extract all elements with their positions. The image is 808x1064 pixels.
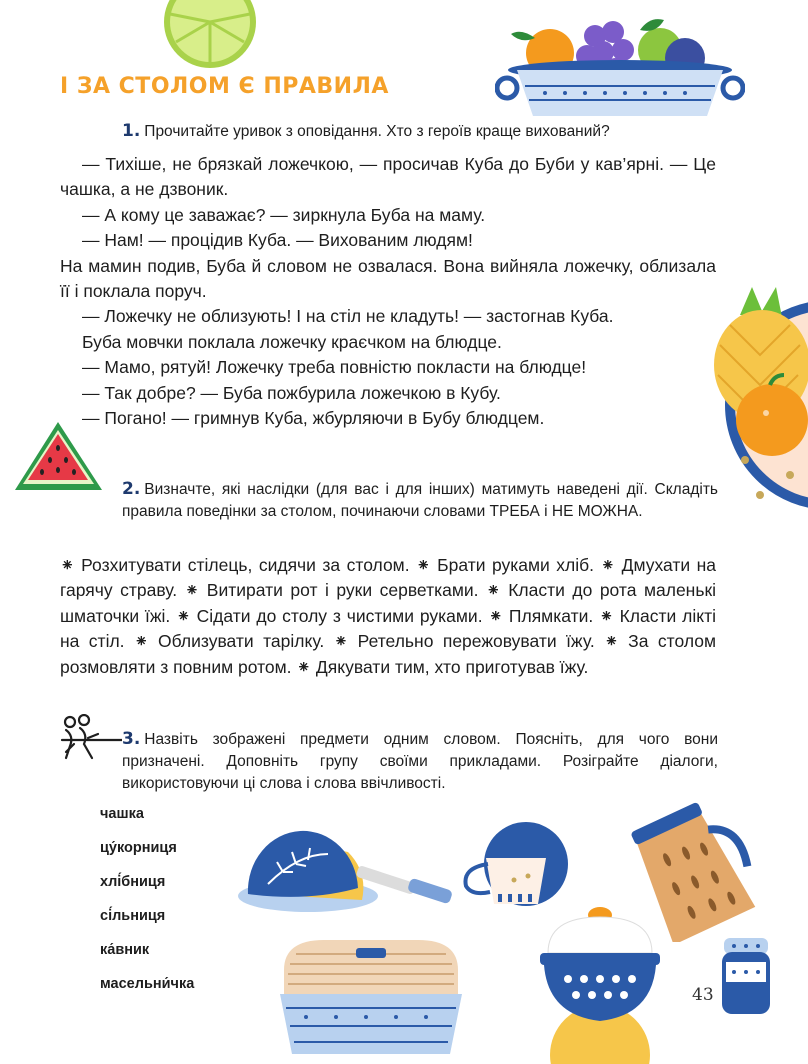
- story-line: — Мамо, рятуй! Ложечку треба повністю покласти на блюдце!: [82, 357, 587, 378]
- actions-list: ⁕ Розхитувати стілець, сидячи за столом. ⁕ Брати руками хліб. ⁕ Дмухати на гарячу страву. ⁕ Витирати рот і руки серветками. ⁕ Класти до рота маленькі шматочки їжі. ⁕ Сідати до столу з чистими руками. ⁕ Плямкати. ⁕ Класти лікті на стіл. ⁕ Облизувати тарілку. ⁕ Ретельно пережовувати їжу. ⁕ За столом розмовляти з повним ротом. ⁕ Дякувати тим, хто приготував їжу.: [60, 555, 716, 677]
- word-item: цу́корниця: [100, 840, 177, 856]
- salt-shaker-illustration: [718, 938, 774, 1018]
- butter-dish-illustration: [238, 824, 458, 924]
- page-title: І ЗА СТОЛОМ Є ПРАВИЛА: [60, 74, 389, 99]
- word-item: сі́льниця: [100, 908, 166, 924]
- pair-work-icon: [60, 714, 122, 762]
- story-line: — Нам! — процідив Куба. — Вихованим людям!: [82, 230, 473, 251]
- story-line: На мамин подив, Буба й словом не озвалася. Вона вийняла ложечку, облизала її і поклала поруч.: [60, 255, 716, 302]
- word-item: хлі́бниця: [100, 874, 166, 890]
- word-item: масельни́чка: [100, 976, 195, 992]
- task-2-text: Визначте, які наслідки (для вас і для інших) матимуть наведені дії. Складіть правила поведінки за столом, починаючи словами ТРЕБА і НЕ МОЖНА.: [122, 481, 718, 520]
- story-line: — Так добре? — Буба пожбурила ложечкою в Кубу.: [82, 382, 501, 403]
- task-2-number: 2.: [122, 479, 141, 499]
- fruit-bowl-illustration: [495, 8, 745, 123]
- bread-box-illustration: [276, 930, 466, 1064]
- tableware-word-list: [100, 806, 194, 1010]
- story-excerpt: [60, 152, 716, 431]
- task-1-number: 1.: [122, 121, 141, 141]
- story-line: — Погано! — гримнув Куба, жбурляючи в Бубу блюдцем.: [82, 408, 545, 429]
- task-2-prompt: [122, 478, 718, 523]
- story-line: — Тихіше, не брязкай ложечкою, — просичав Куба до Буби у кав’ярні. — Це чашка, а не дзвоник.: [60, 154, 716, 200]
- task-3-number: 3.: [122, 729, 141, 749]
- task-1-prompt: [122, 120, 742, 143]
- word-item: ка́вник: [100, 942, 150, 958]
- task-3-text: Назвіть зображені предмети одним словом. Поясніть, для чого вони призначені. Доповніть групу своїми прикладами. Розіграйте діалоги, використовуючи ці слова і слова ввічливості.: [122, 731, 718, 792]
- sugar-bowl-illustration: [520, 905, 680, 1064]
- cup-illustration: [458, 818, 578, 918]
- page-number: 43: [692, 985, 714, 1005]
- task-1-text: Прочитайте уривок з оповідання. Хто з героїв краще вихований?: [144, 123, 610, 140]
- story-line: — А кому це заважає? — зиркнула Буба на маму.: [82, 204, 486, 225]
- word-item: чашка: [100, 806, 144, 822]
- task-3-prompt: [122, 728, 718, 795]
- story-line: Буба мовчки поклала ложечку краєчком на блюдце.: [82, 331, 502, 352]
- story-line: — Ложечку не облизують! І на стіл не кладуть! — застогнав Куба.: [82, 306, 614, 327]
